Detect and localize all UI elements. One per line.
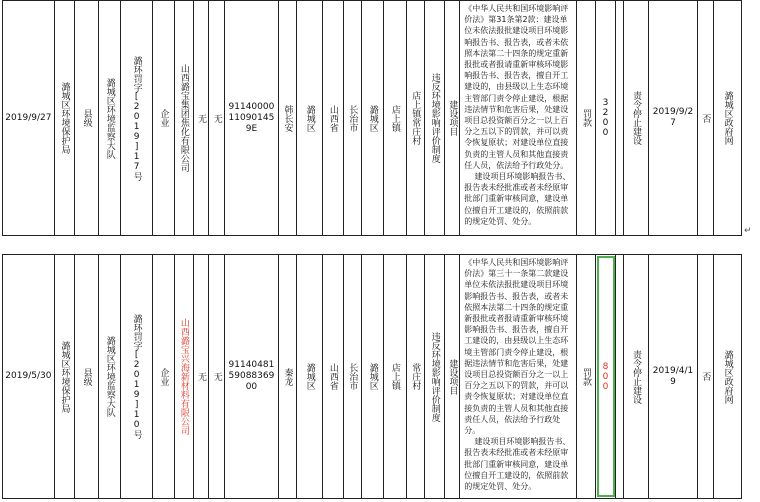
measure-cell xyxy=(624,255,650,498)
county-cell xyxy=(362,255,384,498)
level-cell xyxy=(75,255,99,498)
penalty-type-cell xyxy=(577,255,596,498)
county-cell xyxy=(362,1,384,235)
source-cell xyxy=(714,1,742,235)
entity-type-cell xyxy=(153,255,175,498)
level: 县级 xyxy=(81,109,92,127)
town-cell xyxy=(384,255,406,498)
enforcement-unit: 潞城区环境监察大队 xyxy=(104,336,115,417)
violation-cat-cell xyxy=(425,1,445,235)
decision-date-cell xyxy=(649,255,697,498)
none1-cell xyxy=(194,255,210,498)
table-row xyxy=(2,254,742,499)
city-cell xyxy=(344,255,363,498)
record-table-1 xyxy=(2,0,752,236)
doc-no: 潞环罚字[2019]10号 xyxy=(131,314,142,439)
project-type: 建设项目 xyxy=(447,100,458,136)
enforcement-unit-cell xyxy=(99,1,121,235)
decision-date: 2019/9/27 xyxy=(652,107,694,128)
doc-no-cell xyxy=(121,1,152,235)
level: 县级 xyxy=(81,367,92,386)
none-value: 无 xyxy=(195,372,206,381)
fine-amount: 3200 xyxy=(600,98,611,138)
village: 店上镇常庄村 xyxy=(410,91,421,145)
violation-category: 违反环境影响评价制度 xyxy=(429,331,440,422)
city: 长治市 xyxy=(347,363,358,390)
doc-no: 潞环罚字[2019]17号 xyxy=(131,55,142,181)
level-cell xyxy=(75,1,99,235)
penalty-type-cell xyxy=(577,1,596,235)
county: 潞城区 xyxy=(367,363,378,390)
credit-code: 91140000110901459E xyxy=(228,101,275,134)
city: 长治市 xyxy=(347,104,358,132)
company-cell xyxy=(175,1,194,235)
source-cell xyxy=(714,255,742,498)
flag-cell xyxy=(698,255,715,498)
table-row xyxy=(2,0,742,236)
city-cell xyxy=(344,1,363,235)
legal-basis: 《中华人民共和国环境影响评价法》第31条第2款：建设单位未依法报批建设项目环境影响报告书、报告表，或者未依照本法第二十四条的规定重新报批或者报请重新审核环境影响报告书、报告表，擅自开工建设的，由县级以上生态环境主管部门责令停止建设，根据违法情节和危害后果，处建设项目总投资额百分之一以上百分之五以下的罚款，并可以责令恢复原状；对建设单位直接负责的主管人员和其他直接责任人员，依法给予行政处分。 建设项目环境影响报告书、报告表未经批准或者未经原审批部门重新审核同意，建设单位擅自开工建设的，依照前款的规定处罚、处分。 xyxy=(464,4,571,226)
agency-cell xyxy=(55,1,75,235)
enforcement-unit-cell xyxy=(99,255,121,498)
province-cell xyxy=(323,255,343,498)
return-mark: ↵ xyxy=(744,226,752,236)
measure-cell xyxy=(624,1,650,235)
source: 潞城区政府网 xyxy=(722,91,733,145)
none-value: 无 xyxy=(211,372,222,381)
company-cell xyxy=(175,255,194,498)
legal-rep: 秦龙 xyxy=(282,367,293,386)
legal-basis-cell xyxy=(460,255,577,498)
measure: 责令停止建设 xyxy=(631,91,642,145)
entity-type-cell xyxy=(153,1,175,235)
town: 店上镇 xyxy=(389,104,400,132)
project-cell xyxy=(445,1,460,235)
flag-cell xyxy=(698,1,715,235)
measure: 责令停止建设 xyxy=(631,349,642,404)
none2-cell xyxy=(209,1,225,235)
village-cell xyxy=(407,255,426,498)
date: 2019/5/30 xyxy=(5,371,52,381)
province-cell xyxy=(323,1,343,235)
agency: 潞城区环境保护局 xyxy=(59,340,70,413)
credit-code-cell xyxy=(225,1,279,235)
amount-cell xyxy=(596,1,616,235)
district: 潞城区 xyxy=(304,363,315,390)
legal-rep-cell xyxy=(279,255,298,498)
province: 山西省 xyxy=(327,104,338,132)
spacer-cell xyxy=(616,1,623,235)
decision-date-cell xyxy=(649,1,697,235)
county: 潞城区 xyxy=(367,104,378,132)
flag: 否 xyxy=(700,113,711,123)
decision-date: 2019/4/19 xyxy=(652,365,694,387)
town: 店上镇 xyxy=(389,363,400,390)
date-cell xyxy=(3,255,55,498)
flag: 否 xyxy=(700,372,711,381)
credit-code-cell xyxy=(225,255,279,498)
date: 2019/9/27 xyxy=(5,112,52,123)
date-cell xyxy=(3,1,55,235)
doc-no-cell xyxy=(121,255,152,498)
entity-type: 企业 xyxy=(158,367,169,386)
spacer-cell xyxy=(616,255,623,498)
legal-rep: 韩长安 xyxy=(282,104,293,132)
district: 潞城区 xyxy=(304,104,315,132)
entity-type: 企业 xyxy=(158,109,169,127)
violation-category: 违反环境影响评价制度 xyxy=(429,73,440,163)
legal-basis: 《中华人民共和国环境影响评价法》第三十一条第二款建设单位未依法报批建设项目环境影响报告书、报告表，或者未依照本法第二十四条的规定重新报批或者报请重新审核环境影响报告书、报告表，擅自开工建设的，由县级以上生态环境主管部门责令停止建设，根据违法情节和危害后果，处建设项目总投资额百分之一以上百分之五以下的罚款，并可以责令恢复原状；对建设单位直接负责的主管人员和其他直接责任人员，依法给予行政处分。 建设项目环境影响报告书、报告表未经批准或者未经原审批部门重新审核同意，建设单位擅自开工建设的，依照前款的规定处罚、处分。 xyxy=(464,258,571,492)
project-type: 建设项目 xyxy=(447,358,458,395)
penalty-type: 罚款 xyxy=(580,109,591,127)
company-name: 山西潞宝集团焦化有限公司 xyxy=(178,64,189,172)
province: 山西省 xyxy=(327,363,338,390)
company-name: 山西潞宝兴海新材料有限公司 xyxy=(178,318,189,435)
amount-cell xyxy=(596,255,616,498)
credit-code: 911404815908836900 xyxy=(228,360,275,392)
enforcement-unit: 潞城区环境监察大队 xyxy=(104,77,115,159)
record-table-2 xyxy=(2,254,742,499)
fine-amount: 800 xyxy=(600,361,611,392)
town-cell xyxy=(384,1,406,235)
district-cell xyxy=(297,255,323,498)
source: 潞城区政府网 xyxy=(722,349,733,404)
village-cell xyxy=(407,1,426,235)
none2-cell xyxy=(209,255,225,498)
none1-cell xyxy=(194,1,210,235)
agency: 潞城区环境保护局 xyxy=(59,82,70,154)
project-cell xyxy=(445,255,460,498)
agency-cell xyxy=(55,255,75,498)
none-value: 无 xyxy=(211,113,222,123)
village: 常庄村 xyxy=(410,363,421,390)
violation-cat-cell xyxy=(425,255,445,498)
district-cell xyxy=(297,1,323,235)
penalty-type: 罚款 xyxy=(580,367,591,386)
legal-rep-cell xyxy=(279,1,298,235)
legal-basis-cell xyxy=(460,1,577,235)
none-value: 无 xyxy=(195,113,206,123)
